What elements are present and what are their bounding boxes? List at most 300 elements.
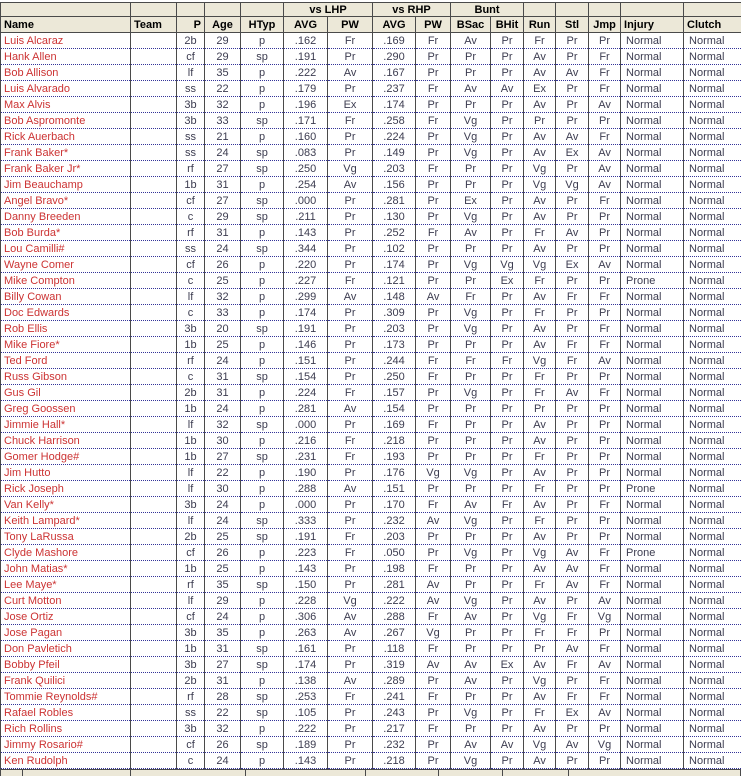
player-name-link[interactable]: Luis Alcaraz (1, 33, 131, 49)
player-row (1, 401, 741, 417)
player-row (1, 417, 741, 433)
player-row (1, 273, 741, 289)
player-name-link[interactable]: Bob Burda* (1, 225, 131, 241)
cell-run: Av (524, 321, 556, 337)
column-header-lhp-pw[interactable]: PW (328, 17, 373, 33)
cell-lhp-pw: Pr (328, 417, 373, 433)
player-name-link[interactable]: Rich Rollins (1, 721, 131, 737)
player-name-link[interactable]: Clyde Mashore (1, 545, 131, 561)
cell-stl: Pr (556, 593, 589, 609)
cell-age: 31 (205, 385, 241, 401)
cell-jmp: Av (589, 177, 621, 193)
cell-bsac: Vg (451, 209, 491, 225)
cell-pos: lf (177, 465, 205, 481)
cell-bhit: Vg (491, 257, 524, 273)
cell-htyp: p (241, 289, 284, 305)
player-name-link[interactable]: Ted Ford (1, 353, 131, 369)
player-name-link[interactable]: Van Kelly* (1, 497, 131, 513)
player-name-link[interactable]: Jimmie Hall* (1, 417, 131, 433)
cell-rhp-avg: .281 (373, 193, 416, 209)
cell-bsac: Vg (451, 513, 491, 529)
column-header-pos[interactable]: P (177, 17, 205, 33)
cell-team (131, 641, 177, 657)
cell-age: 31 (205, 641, 241, 657)
cell-pos: 1b (177, 401, 205, 417)
cell-pos: 2b (177, 673, 205, 689)
cell-bhit: Pr (491, 641, 524, 657)
cell-rhp-pw: Vg (416, 465, 451, 481)
cell-bhit: Pr (491, 321, 524, 337)
player-name-link[interactable]: Mike Compton (1, 273, 131, 289)
cell-rhp-pw: Fr (416, 33, 451, 49)
cell-jmp: Av (589, 353, 621, 369)
group-header-bunt: Bunt (451, 3, 524, 17)
column-header-name[interactable]: Name (1, 17, 131, 33)
cell-bhit: Pr (491, 113, 524, 129)
cell-stl: Pr (556, 273, 589, 289)
player-row (1, 369, 741, 385)
cell-rhp-pw: Pr (416, 401, 451, 417)
cell-htyp: sp (241, 241, 284, 257)
player-name-link[interactable]: John Matias* (1, 561, 131, 577)
player-name-link[interactable]: Chuck Harrison (1, 433, 131, 449)
player-name-link[interactable]: Lou Camilli# (1, 241, 131, 257)
cell-team (131, 177, 177, 193)
cell-lhp-pw: Fr (328, 689, 373, 705)
cell-rhp-avg: .148 (373, 289, 416, 305)
cell-htyp: p (241, 225, 284, 241)
player-name-link[interactable]: Tony LaRussa (1, 529, 131, 545)
cell-lhp-avg: .231 (284, 449, 328, 465)
cell-bsac: Vg (451, 593, 491, 609)
cell-run: Fr (524, 33, 556, 49)
cell-stl: Pr (556, 417, 589, 433)
player-name-link[interactable]: Doc Edwards (1, 305, 131, 321)
cell-pos: 3b (177, 97, 205, 113)
cell-jmp: Fr (589, 337, 621, 353)
cell-team (131, 721, 177, 737)
cell-team (131, 321, 177, 337)
player-name-link[interactable]: Frank Baker Jr* (1, 161, 131, 177)
cell-run: Fr (524, 705, 556, 721)
cell-lhp-avg: .228 (284, 593, 328, 609)
player-name-link[interactable]: Russ Gibson (1, 369, 131, 385)
cell-stl: Pr (556, 305, 589, 321)
cutoff-cell (131, 770, 246, 776)
cell-bhit: Pr (491, 145, 524, 161)
cell-lhp-pw: Av (328, 625, 373, 641)
cell-age: 32 (205, 417, 241, 433)
player-name-link[interactable]: Bob Aspromonte (1, 113, 131, 129)
cell-htyp: p (241, 753, 284, 769)
cell-stl: Pr (556, 97, 589, 113)
player-name-link[interactable]: Bobby Pfeil (1, 657, 131, 673)
cell-bsac: Av (451, 737, 491, 753)
cell-clutch: Normal (684, 305, 741, 321)
cell-htyp: sp (241, 49, 284, 65)
cell-team (131, 737, 177, 753)
cell-team (131, 193, 177, 209)
cell-injury: Normal (621, 529, 684, 545)
cell-rhp-avg: .244 (373, 353, 416, 369)
cell-age: 24 (205, 241, 241, 257)
cell-lhp-avg: .154 (284, 369, 328, 385)
cell-rhp-pw: Pr (416, 257, 451, 273)
cell-bsac: Av (451, 497, 491, 513)
cell-rhp-avg: .157 (373, 385, 416, 401)
player-name-link[interactable]: Bob Allison (1, 65, 131, 81)
cell-injury: Normal (621, 209, 684, 225)
cell-jmp: Fr (589, 497, 621, 513)
cell-rhp-pw: Pr (416, 321, 451, 337)
cell-jmp: Pr (589, 113, 621, 129)
cell-run: Av (524, 129, 556, 145)
player-name-link[interactable]: Jose Pagan (1, 625, 131, 641)
cell-bsac: Av (451, 81, 491, 97)
cell-clutch: Normal (684, 593, 741, 609)
cell-rhp-avg: .176 (373, 465, 416, 481)
cell-run: Av (524, 209, 556, 225)
cell-pos: cf (177, 257, 205, 273)
cell-rhp-pw: Fr (416, 641, 451, 657)
player-name-link[interactable]: Gomer Hodge# (1, 449, 131, 465)
group-header-blank (177, 3, 205, 17)
cell-injury: Normal (621, 369, 684, 385)
cell-rhp-pw: Pr (416, 545, 451, 561)
cell-age: 29 (205, 209, 241, 225)
cell-lhp-pw: Fr (328, 433, 373, 449)
player-name-link[interactable]: Don Pavletich (1, 641, 131, 657)
cell-bhit: Pr (491, 305, 524, 321)
player-row (1, 209, 741, 225)
cell-bsac: Pr (451, 417, 491, 433)
cell-htyp: p (241, 561, 284, 577)
player-name-link[interactable]: Rick Joseph (1, 481, 131, 497)
cell-stl: Av (556, 577, 589, 593)
cell-lhp-avg: .162 (284, 33, 328, 49)
group-header-blank (621, 3, 684, 17)
cell-team (131, 209, 177, 225)
cell-pos: c (177, 273, 205, 289)
cell-jmp: Fr (589, 193, 621, 209)
cell-htyp: sp (241, 369, 284, 385)
column-header-stl[interactable]: Stl (556, 17, 589, 33)
column-header-bsac[interactable]: BSac (451, 17, 491, 33)
cell-injury: Normal (621, 49, 684, 65)
cell-lhp-avg: .083 (284, 145, 328, 161)
player-row (1, 353, 741, 369)
cell-rhp-pw: Pr (416, 385, 451, 401)
cell-injury: Normal (621, 257, 684, 273)
group-header-blank (1, 3, 131, 17)
player-row (1, 753, 741, 769)
cell-bhit: Pr (491, 529, 524, 545)
player-name-link[interactable]: Rob Ellis (1, 321, 131, 337)
cell-htyp: p (241, 257, 284, 273)
player-row (1, 609, 741, 625)
column-header-jmp[interactable]: Jmp (589, 17, 621, 33)
cell-pos: lf (177, 289, 205, 305)
cell-rhp-avg: .252 (373, 225, 416, 241)
column-header-team[interactable]: Team (131, 17, 177, 33)
cell-clutch: Normal (684, 385, 741, 401)
player-name-link[interactable]: Rafael Robles (1, 705, 131, 721)
player-name-link[interactable]: Max Alvis (1, 97, 131, 113)
cell-jmp: Fr (589, 577, 621, 593)
cell-lhp-pw: Pr (328, 465, 373, 481)
cell-age: 29 (205, 593, 241, 609)
column-header-rhp-pw[interactable]: PW (416, 17, 451, 33)
player-name-link[interactable]: Rick Auerbach (1, 129, 131, 145)
cell-run: Pr (524, 401, 556, 417)
cell-lhp-avg: .000 (284, 193, 328, 209)
cell-bsac: Fr (451, 289, 491, 305)
cell-jmp: Fr (589, 321, 621, 337)
cell-lhp-avg: .196 (284, 97, 328, 113)
player-name-link[interactable]: Billy Cowan (1, 289, 131, 305)
group-header-vs-rhp: vs RHP (373, 3, 451, 17)
cell-htyp: sp (241, 113, 284, 129)
cell-bhit: Pr (491, 97, 524, 113)
cell-team (131, 433, 177, 449)
cell-team (131, 657, 177, 673)
cell-rhp-avg: .050 (373, 545, 416, 561)
player-name-link[interactable]: Jim Hutto (1, 465, 131, 481)
cell-bsac: Pr (451, 177, 491, 193)
cell-stl: Pr (556, 161, 589, 177)
cell-stl: Pr (556, 321, 589, 337)
cell-age: 27 (205, 161, 241, 177)
cell-team (131, 129, 177, 145)
cell-bhit: Pr (491, 401, 524, 417)
cell-pos: lf (177, 513, 205, 529)
cell-lhp-pw: Av (328, 177, 373, 193)
cell-bsac: Pr (451, 97, 491, 113)
cell-stl: Fr (556, 689, 589, 705)
cell-bsac: Fr (451, 353, 491, 369)
cell-stl: Pr (556, 401, 589, 417)
cell-injury: Normal (621, 689, 684, 705)
cell-lhp-pw: Pr (328, 241, 373, 257)
player-row (1, 641, 741, 657)
cell-rhp-pw: Pr (416, 753, 451, 769)
cell-rhp-pw: Pr (416, 241, 451, 257)
player-row (1, 33, 741, 49)
cell-stl: Pr (556, 721, 589, 737)
cell-age: 29 (205, 49, 241, 65)
cell-age: 27 (205, 193, 241, 209)
cell-run: Fr (524, 481, 556, 497)
player-row (1, 177, 741, 193)
player-name-link[interactable]: Jose Ortiz (1, 609, 131, 625)
cell-lhp-avg: .216 (284, 433, 328, 449)
cell-team (131, 689, 177, 705)
player-row (1, 385, 741, 401)
player-name-link[interactable]: Jim Beauchamp (1, 177, 131, 193)
cell-bhit: Pr (491, 577, 524, 593)
column-header-age[interactable]: Age (205, 17, 241, 33)
cell-rhp-pw: Pr (416, 673, 451, 689)
cell-bsac: Pr (451, 529, 491, 545)
cell-htyp: p (241, 465, 284, 481)
cell-rhp-avg: .102 (373, 241, 416, 257)
cell-bhit: Pr (491, 609, 524, 625)
player-name-link[interactable]: Frank Quilici (1, 673, 131, 689)
cell-age: 32 (205, 721, 241, 737)
cell-bsac: Av (451, 33, 491, 49)
cell-bhit: Pr (491, 625, 524, 641)
cell-team (131, 97, 177, 113)
cell-run: Vg (524, 609, 556, 625)
cell-pos: 1b (177, 641, 205, 657)
cell-jmp: Pr (589, 401, 621, 417)
cell-jmp: Pr (589, 433, 621, 449)
player-name-link[interactable]: Wayne Comer (1, 257, 131, 273)
cell-age: 25 (205, 273, 241, 289)
player-row (1, 593, 741, 609)
cell-clutch: Normal (684, 465, 741, 481)
player-row (1, 113, 741, 129)
player-name-link[interactable]: Mike Fiore* (1, 337, 131, 353)
cell-bhit: Av (491, 737, 524, 753)
player-row (1, 705, 741, 721)
cell-lhp-pw: Fr (328, 273, 373, 289)
cell-jmp: Av (589, 161, 621, 177)
cell-age: 25 (205, 337, 241, 353)
cell-rhp-avg: .222 (373, 593, 416, 609)
cell-run: Av (524, 497, 556, 513)
player-name-link[interactable]: Danny Breeden (1, 209, 131, 225)
player-name-link[interactable]: Angel Bravo* (1, 193, 131, 209)
cell-htyp: sp (241, 321, 284, 337)
cell-injury: Prone (621, 273, 684, 289)
player-name-link[interactable]: Greg Goossen (1, 401, 131, 417)
cell-stl: Pr (556, 513, 589, 529)
cell-run: Vg (524, 737, 556, 753)
cell-jmp: Pr (589, 209, 621, 225)
cell-lhp-avg: .281 (284, 401, 328, 417)
player-name-link[interactable]: Frank Baker* (1, 145, 131, 161)
player-name-link[interactable]: Luis Alvarado (1, 81, 131, 97)
cell-bhit: Pr (491, 481, 524, 497)
player-name-link[interactable]: Hank Allen (1, 49, 131, 65)
cell-team (131, 593, 177, 609)
cell-lhp-avg: .223 (284, 545, 328, 561)
cell-bsac: Pr (451, 273, 491, 289)
cell-rhp-pw: Av (416, 289, 451, 305)
cell-clutch: Normal (684, 497, 741, 513)
cell-pos: c (177, 369, 205, 385)
cell-lhp-avg: .174 (284, 305, 328, 321)
column-header-run[interactable]: Run (524, 17, 556, 33)
cell-bhit: Pr (491, 129, 524, 145)
cell-jmp: Pr (589, 721, 621, 737)
cell-team (131, 417, 177, 433)
cell-rhp-pw: Pr (416, 449, 451, 465)
cell-injury: Normal (621, 753, 684, 769)
cell-lhp-pw: Pr (328, 657, 373, 673)
cell-rhp-pw: Av (416, 513, 451, 529)
cell-team (131, 353, 177, 369)
cell-clutch: Normal (684, 513, 741, 529)
cell-bhit: Pr (491, 161, 524, 177)
cell-rhp-avg: .173 (373, 337, 416, 353)
cell-rhp-avg: .167 (373, 65, 416, 81)
cell-jmp: Fr (589, 129, 621, 145)
cell-pos: lf (177, 481, 205, 497)
cell-rhp-pw: Fr (416, 369, 451, 385)
cell-run: Fr (524, 225, 556, 241)
cell-bsac: Pr (451, 241, 491, 257)
cell-injury: Normal (621, 145, 684, 161)
cell-jmp: Pr (589, 225, 621, 241)
cell-injury: Normal (621, 561, 684, 577)
column-header-lhp-avg[interactable]: AVG (284, 17, 328, 33)
player-row (1, 545, 741, 561)
cell-age: 24 (205, 753, 241, 769)
player-name-link[interactable]: Jimmy Rosario# (1, 737, 131, 753)
cell-rhp-avg: .319 (373, 657, 416, 673)
cell-run: Fr (524, 513, 556, 529)
cell-lhp-pw: Pr (328, 497, 373, 513)
cell-rhp-avg: .149 (373, 145, 416, 161)
cell-jmp: Av (589, 145, 621, 161)
cell-rhp-pw: Fr (416, 721, 451, 737)
cell-team (131, 577, 177, 593)
column-header-bhit[interactable]: BHit (491, 17, 524, 33)
cell-injury: Normal (621, 225, 684, 241)
cell-team (131, 705, 177, 721)
cell-lhp-avg: .150 (284, 577, 328, 593)
cell-injury: Normal (621, 417, 684, 433)
cell-run: Pr (524, 113, 556, 129)
cell-clutch: Normal (684, 657, 741, 673)
cell-jmp: Fr (589, 641, 621, 657)
cell-htyp: p (241, 721, 284, 737)
cell-rhp-avg: .203 (373, 321, 416, 337)
cell-run: Vg (524, 161, 556, 177)
player-name-link[interactable]: Curt Motton (1, 593, 131, 609)
player-name-link[interactable]: Ken Rudolph (1, 753, 131, 769)
cell-jmp: Pr (589, 625, 621, 641)
cell-clutch: Normal (684, 561, 741, 577)
cell-lhp-avg: .306 (284, 609, 328, 625)
cell-jmp: Fr (589, 545, 621, 561)
cell-stl: Fr (556, 657, 589, 673)
player-name-link[interactable]: Lee Maye* (1, 577, 131, 593)
cell-bsac: Pr (451, 561, 491, 577)
player-name-link[interactable]: Keith Lampard* (1, 513, 131, 529)
player-name-link[interactable]: Gus Gil (1, 385, 131, 401)
column-header-rhp-avg[interactable]: AVG (373, 17, 416, 33)
cell-clutch: Normal (684, 129, 741, 145)
cell-age: 25 (205, 561, 241, 577)
column-header-injury[interactable]: Injury (621, 17, 684, 33)
cell-htyp: sp (241, 513, 284, 529)
cell-rhp-pw: Pr (416, 145, 451, 161)
cell-rhp-avg: .169 (373, 33, 416, 49)
cell-lhp-pw: Av (328, 673, 373, 689)
column-header-htyp[interactable]: HTyp (241, 17, 284, 33)
cell-team (131, 625, 177, 641)
column-header-clutch[interactable]: Clutch (684, 17, 741, 33)
player-name-link[interactable]: Tommie Reynolds# (1, 689, 131, 705)
cell-injury: Normal (621, 129, 684, 145)
cell-rhp-avg: .169 (373, 417, 416, 433)
cell-bsac: Pr (451, 49, 491, 65)
cell-injury: Normal (621, 321, 684, 337)
cell-age: 27 (205, 449, 241, 465)
